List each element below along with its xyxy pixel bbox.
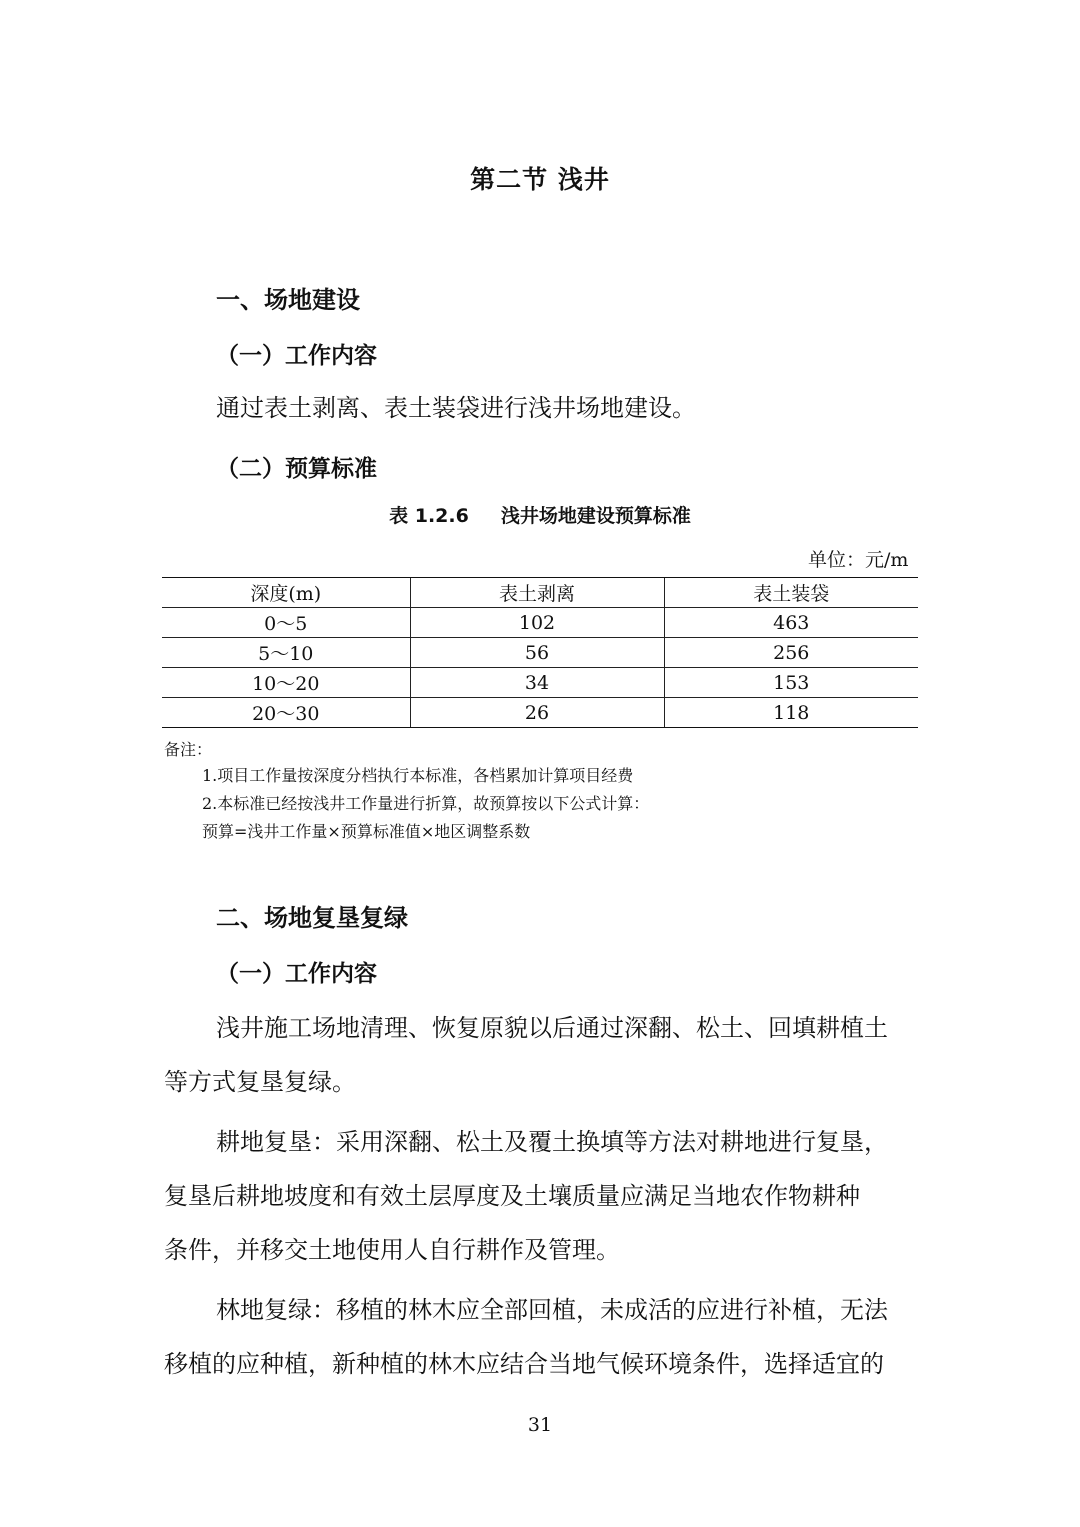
table-caption: [0, 501, 1080, 528]
notes-label: 备注：: [164, 740, 213, 759]
note-3: 预算=浅井工作量×预算标准值×地区调整系数: [202, 822, 531, 841]
paragraph-line: 浅井施工场地清理、恢复原貌以后通过深翻、松土、回填耕植土: [216, 1014, 888, 1042]
cell-stripping: 34: [410, 668, 664, 698]
paragraph-line: 复垦后耕地坡度和有效土层厚度及土壤质量应满足当地农作物耕种: [164, 1182, 860, 1210]
subheading-budget-standard: （二）预算标准: [216, 456, 377, 482]
cell-stripping: 56: [410, 638, 664, 668]
paragraph-line: 等方式复垦复绿。: [164, 1068, 356, 1096]
table-row: [162, 698, 918, 728]
heading-site-construction: 一、场地建设: [216, 286, 360, 314]
cell-stripping: 26: [410, 698, 664, 728]
table-row: [162, 668, 918, 698]
page-number: 31: [527, 1414, 553, 1436]
cell-depth: 20～30: [162, 698, 410, 728]
paragraph-line: 条件，并移交土地使用人自行耕作及管理。: [164, 1236, 620, 1264]
subheading-work-content-2: （一）工作内容: [216, 961, 377, 987]
paragraph-line: 移植的应种植，新种植的林木应结合当地气候环境条件，选择适宜的: [164, 1350, 884, 1378]
cell-depth: 10～20: [162, 668, 410, 698]
cell-depth: 0～5: [162, 608, 410, 638]
table-header-row: [162, 578, 918, 608]
header-depth: 深度(m): [162, 578, 410, 608]
section-title: 第二节 浅井: [470, 165, 610, 194]
subheading-work-content-1: （一）工作内容: [216, 343, 377, 369]
cell-bagging: 118: [664, 698, 918, 728]
table-row: [162, 608, 918, 638]
table-title: 浅井场地建设预算标准: [500, 505, 691, 527]
paragraph-work-content-1: 通过表土剥离、表土装袋进行浅井场地建设。: [216, 394, 696, 422]
paragraph-line: 耕地复垦：采用深翻、松土及覆土换填等方法对耕地进行复垦，: [216, 1128, 888, 1156]
header-topsoil-bagging: 表土装袋: [664, 578, 918, 608]
note-2: 2.本标准已经按浅井工作量进行折算，故预算按以下公式计算：: [202, 794, 650, 813]
cell-bagging: 463: [664, 608, 918, 638]
budget-table: [162, 577, 918, 728]
cell-bagging: 153: [664, 668, 918, 698]
cell-stripping: 102: [410, 608, 664, 638]
header-topsoil-stripping: 表土剥离: [410, 578, 664, 608]
table-row: [162, 638, 918, 668]
table-number: 表 1.2.6: [389, 505, 469, 527]
heading-reclamation: 二、场地复垦复绿: [216, 904, 408, 932]
paragraph-line: 林地复绿：移植的林木应全部回植，未成活的应进行补植，无法: [216, 1296, 888, 1324]
note-1: 1.项目工作量按深度分档执行本标准，各档累加计算项目经费: [202, 766, 634, 785]
cell-bagging: 256: [664, 638, 918, 668]
table-unit: 单位：元/m: [808, 549, 909, 571]
cell-depth: 5～10: [162, 638, 410, 668]
